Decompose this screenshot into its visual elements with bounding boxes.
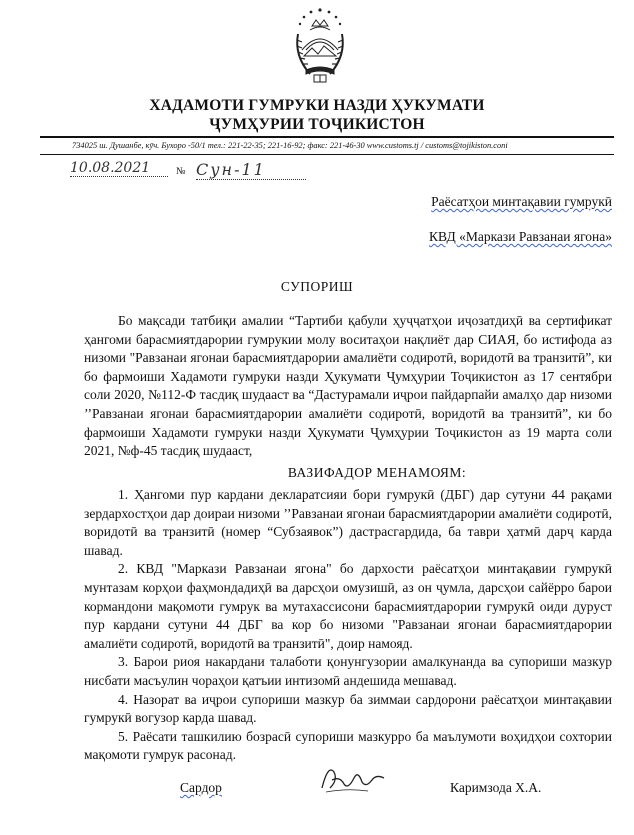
recipient-line2 <box>429 229 612 245</box>
list-item-1: 1. Ҳангоми пур кардани декларатсияи бори гумрукӣ (ДБГ) дар сутуни 44 рақами зердархостҳои дар доираи низоми ’’Равзанаи ягонаи барасмиятдарории амалиёти содиротӣ, воридотӣ ва транзитӣ (номер “Субзаявок”) дастрасгардида, ба таври ҳатмӣ дарҷ карда шавад. <box>84 487 612 558</box>
intro-paragraph <box>84 312 612 461</box>
header-rule-thick <box>40 136 614 138</box>
signature-icon <box>318 758 388 798</box>
signatory-position-text: Сардор <box>180 780 222 795</box>
signatory-position <box>180 780 222 796</box>
number-sign: № <box>176 166 186 177</box>
directive-heading: ВАЗИФАДОР МЕНАМОЯМ: <box>287 465 467 480</box>
state-emblem-icon <box>290 4 350 88</box>
organization-name-line2: ҶУМҲУРИИ ТОҶИКИСТОН <box>209 116 425 133</box>
date-handwritten: 10.08.2021 <box>70 160 168 177</box>
header-rule-thin <box>40 154 614 155</box>
recipient-line1-text: Раёсатҳои минтақавии гумрукӣ <box>431 194 612 209</box>
document-title: СУПОРИШ <box>280 279 354 294</box>
list-item-2: 2. КВД "Маркази Равзанаи ягона" бо дархости раёсатҳои минтақавии гумрукӣ мунтазам корҳои фаҳмондадиҳӣ ва дарсҳои омузишӣ, аз он ҷумла, дарсҳои сайёрро барои кормандони мақомоти гумрук ва мутахассисони барасмиятдарории гумрукӣ оиди дуруст пур кардани сутуни 44 ДБГ ва кор бо низоми "Равзанаи ягонаи барасмиятдарории амалиёти содиротӣ, воридотӣ ва транзитӣ", доир намояд. <box>84 561 612 651</box>
recipient-line2-text: КВД «Маркази Равзанаи ягона» <box>429 229 612 244</box>
document-number-handwritten: Сун-11 <box>196 160 306 180</box>
directive-list <box>84 486 612 765</box>
organization-name-line1: ХАДАМОТИ ГУМРУКИ НАЗДИ ҲУКУМАТИ <box>149 97 485 114</box>
intro-paragraph-text: Бо мақсади татбиқи амалии “Тартиби қабули ҳуҷҷатҳои иҷозатдиҳӣ ва сертификат ҳангоми барасмиятдарории гумрукии молу воситаҳои нақлиёт дар СИАЯ, бо истифода аз низоми "Равзанаи ягонаи барасмиятдарории амалиёти содиротӣ, воридотӣ ва транзитӣ”, ки бо фармоиши Хадамоти гумруки назди Ҳукумати Ҷумҳурии Тоҷикистон аз 17 сентябри соли 2020, №112-Ф тасдиқ шудааст ва “Дастурамали иҷрои пайдарпайи амалҳо дар низоми ’’Равзанаи ягонаи барасмиятдарории амалиёти содиротӣ, воридотӣ ва транзитӣ”, ки бо фармоиши Хадамоти гумруки назди Ҳукумати Ҷумҳурии Тоҷикистон аз 19 марта соли 2021, №ф-45 тасдиқ шудааст, <box>84 313 612 459</box>
list-item-3: 3. Барои риоя накардани талаботи қонунгузории амалкунанда ва супориши мазкур нисбати масъулин чораҳои қатъии интизомӣ андешида мешавад. <box>84 654 612 688</box>
signatory-name: Каримзода Х.А. <box>450 780 542 795</box>
contact-info: 734025 ш. Душанбе, кӯч. Бухоро -50/1 тел.: 221-22-35; 221-16-92; факс: 221-46-30 www.customs.tj / customs@tojikiston.coni <box>72 141 508 150</box>
recipient-line1 <box>431 194 612 210</box>
list-item-4: 4. Назорат ва иҷрои супориши мазкур ба зиммаи сардорони раёсатҳои минтақавии гумрукӣ вогузор карда шавад. <box>84 691 612 726</box>
list-item-5: 5. Раёсати ташкилию бозрасӣ супориши мазкурро ба маълумоти воҳидҳои сохтории мақомоти гумрук расонад. <box>84 728 612 763</box>
